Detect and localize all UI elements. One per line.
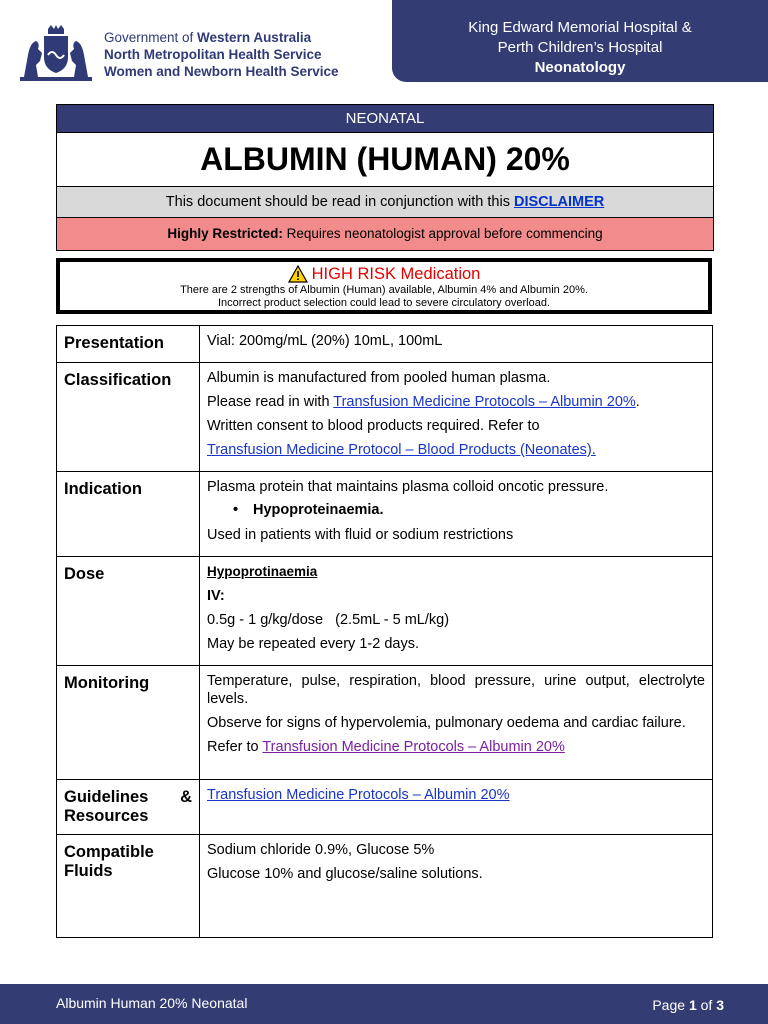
guidelines-protocol-link[interactable]: Transfusion Medicine Protocols – Albumin 20% [207,787,510,803]
monitoring-protocol-link[interactable]: Transfusion Medicine Protocols – Albumin 20% [262,739,565,755]
indication-label: Indication [57,472,200,557]
monitoring-value: Temperature, pulse, respiration, blood pressure, urine output, electrolyte levels. Observe for signs of hypervolemia, pulmonary oedema and cardiac failure. Refer to Transfusion Medicine Protocols – Albumin 20% [200,666,713,780]
restricted-notice [57,217,713,250]
table-row [57,835,713,938]
indication-bullet: • Hypoproteinaemia. [233,502,384,518]
presentation-value: Vial: 200mg/mL (20%) 10mL, 100mL [200,326,713,363]
high-risk-line-2: Incorrect product selection could lead to severe circulatory overload. [217,297,550,309]
table-row [57,666,713,780]
org-line-nmhs: North Metropolitan Health Service [104,46,322,62]
org-line-government: Government of Western Australia [104,29,312,45]
compatible-fluids-value: Sodium chloride 0.9%, Glucose 5% Glucose 10% and glucose/saline solutions. [200,835,713,938]
guidelines-label: Guidelines & Resources [57,780,200,835]
classification-label: Classification [57,363,200,472]
title-block [56,104,714,251]
footer-doc-name: Albumin Human 20% Neonatal [56,995,248,1011]
table-row [57,363,713,472]
drug-info-table [56,325,713,938]
hospital-banner [392,0,768,82]
transfusion-protocol-link[interactable]: Transfusion Medicine Protocols – Albumin 20% [333,394,636,410]
high-risk-title: HIGH RISK Medication [311,265,481,283]
disclaimer-link[interactable]: DISCLAIMER [513,194,605,210]
page-number: Page 1 of 3 [652,997,724,1013]
page-footer [0,984,768,1024]
compatible-fluids-label: Compatible Fluids [57,835,200,938]
category-label: NEONATAL [57,105,713,132]
table-row [57,472,713,557]
blood-products-protocol-link[interactable]: Transfusion Medicine Protocol – Blood Products (Neonates). [207,442,596,458]
presentation-label: Presentation [57,326,200,363]
indication-value: Plasma protein that maintains plasma colloid oncotic pressure. • Hypoproteinaemia. Used in patients with fluid or sodium restrictions [200,472,713,557]
org-line-wnhs: Women and Newborn Health Service [104,63,339,79]
table-row [57,557,713,666]
guidelines-value [200,780,713,835]
department-name: Neonatology [534,59,626,76]
wa-crest-icon [18,25,94,83]
high-risk-line-1: There are 2 strengths of Albumin (Human) available, Albumin 4% and Albumin 20%. [180,284,588,296]
dose-label: Dose [57,557,200,666]
disclaimer-row [57,186,713,217]
table-row [57,780,713,835]
monitoring-label: Monitoring [57,666,200,780]
drug-title: ALBUMIN (HUMAN) 20% [57,132,713,186]
high-risk-box [56,258,712,314]
restricted-label: Highly Restricted: [167,226,283,241]
hospital-name: King Edward Memorial Hospital & [468,19,692,36]
hospital-name-2: Perth Children’s Hospital [497,39,663,56]
dose-value: Hypoprotinaemia IV: 0.5g - 1 g/kg/dose (2.5mL - 5 mL/kg) May be repeated every 1-2 days. [200,557,713,666]
classification-value: Albumin is manufactured from pooled human plasma. Please read in with Transfusion Medicine Protocols – Albumin 20%. Written consent to blood products required. Refer to Transfusion Medicine Protocol – Blood Products (Neonates). [200,363,713,472]
organisation-logo [18,24,348,84]
table-row [57,326,713,363]
restricted-text: Requires neonatologist approval before commencing [282,226,603,241]
disclaimer-text: This document should be read in conjunction with this [165,194,514,210]
warning-icon [288,265,308,283]
